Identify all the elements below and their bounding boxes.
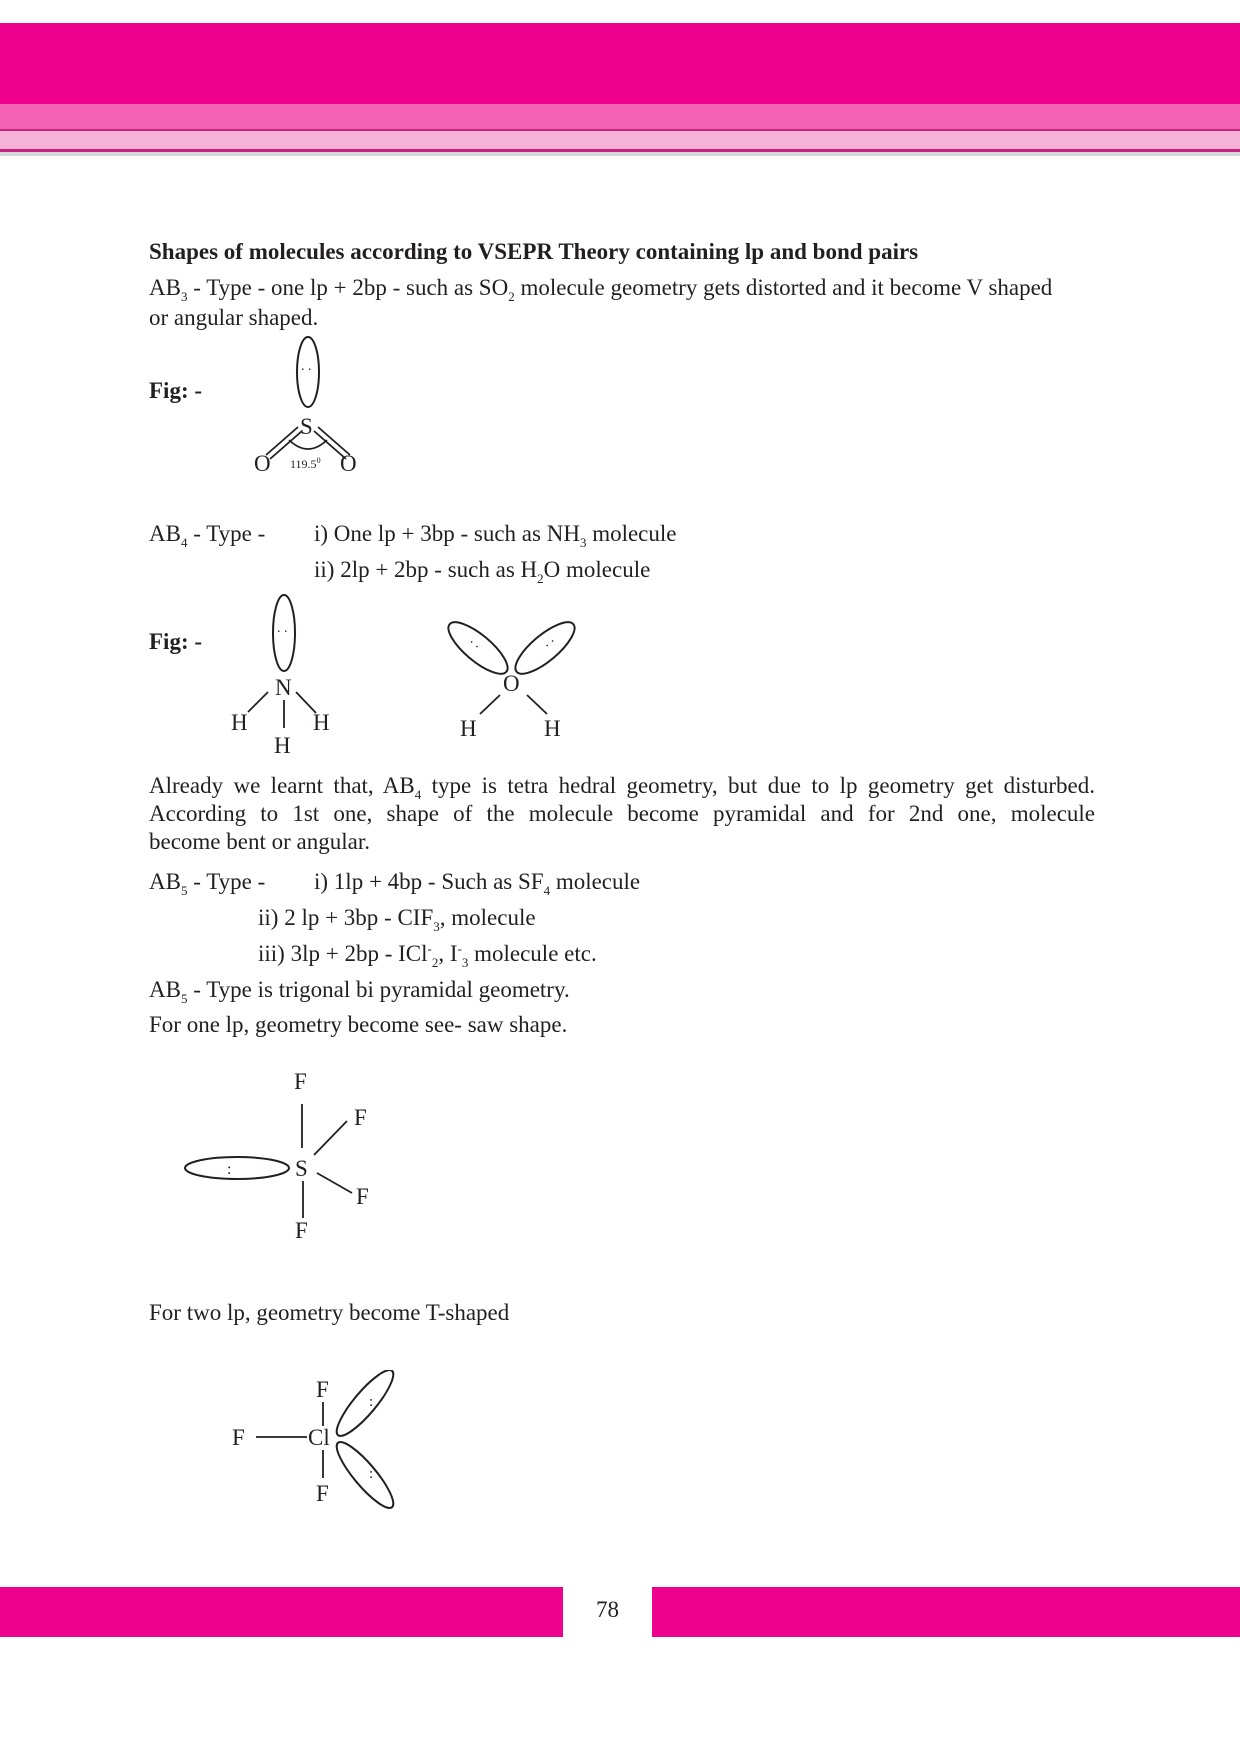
- bond-angle-arc: [289, 440, 327, 449]
- bond: [317, 1173, 352, 1193]
- atom-sulfur: S: [300, 414, 313, 439]
- page-number: 78: [596, 1597, 619, 1622]
- paragraph-line: [149, 772, 1095, 800]
- ab5-item-iii: [258, 940, 597, 968]
- atom-fluorine-bottom: F: [295, 1218, 308, 1243]
- ab5-geometry-line: [149, 976, 570, 1004]
- explanation-paragraph: [149, 772, 1095, 856]
- lone-pair-orbital: [330, 1436, 401, 1514]
- lone-pair-dots: . .: [467, 632, 485, 652]
- ab3-line: [149, 274, 1052, 302]
- double-bond-left: [266, 427, 298, 455]
- lone-pair-dots: . .: [539, 631, 557, 651]
- text: - Type -: [187, 869, 266, 894]
- text: - Type is trigonal bi pyramidal geometry.: [187, 977, 570, 1002]
- fig-label: Fig: -: [149, 629, 203, 654]
- so2-structure-figure: [240, 330, 380, 480]
- text: molecule: [550, 869, 641, 894]
- atom-oxygen-left: O: [254, 451, 271, 476]
- sf4-structure-figure: [180, 1064, 400, 1244]
- text: AB: [149, 977, 181, 1002]
- atom-fluorine-upper-right: F: [354, 1105, 367, 1130]
- atom-fluorine-left: F: [232, 1425, 245, 1450]
- text: AB: [149, 869, 181, 894]
- superscript: -: [427, 941, 432, 956]
- section-heading: Shapes of molecules according to VSEPR Theory containing lp and bond pairs: [149, 239, 919, 264]
- nh3-structure-figure: [220, 588, 350, 758]
- text: ii) 2 lp + 3bp - CIF: [258, 905, 434, 930]
- subscript: 3: [579, 535, 587, 550]
- atom-hydrogen: H: [274, 733, 291, 758]
- text: ii) 2lp + 2bp - such as H: [314, 557, 538, 582]
- text: O molecule: [543, 557, 651, 582]
- atom-hydrogen: H: [313, 710, 330, 735]
- lone-pair-dots: . .: [301, 359, 312, 374]
- subscript: 4: [180, 535, 188, 550]
- lone-pair-dots: :: [369, 1466, 374, 1482]
- text: i) One lp + 3bp - such as NH: [314, 521, 580, 546]
- text: molecule geometry gets distorted and it become V shaped: [514, 275, 1053, 300]
- subscript: 2: [537, 571, 544, 586]
- atom-nitrogen: N: [275, 675, 292, 700]
- text: Already we learnt that, AB: [149, 773, 415, 798]
- subscript: 3: [433, 919, 440, 934]
- lone-pair-orbital: [330, 1370, 401, 1442]
- text: - Type - one lp + 2bp - such as SO: [187, 275, 509, 300]
- bond: [314, 1121, 347, 1155]
- footer-band-left: [0, 1587, 563, 1637]
- subscript: 4: [414, 787, 422, 802]
- atom-hydrogen: H: [231, 710, 248, 735]
- text: , molecule: [439, 905, 536, 930]
- atom-oxygen: O: [503, 671, 520, 696]
- subscript: 3: [180, 289, 188, 304]
- subscript: 5: [180, 883, 188, 898]
- header-band: [0, 23, 1240, 104]
- lone-pair-dots: :: [369, 1394, 374, 1410]
- atom-hydrogen: H: [544, 716, 561, 741]
- bond: [248, 692, 268, 712]
- header-band-secondary: [0, 104, 1240, 129]
- atom-fluorine-bottom: F: [316, 1481, 329, 1506]
- atom-fluorine-lower-right: F: [356, 1184, 369, 1209]
- paragraph-line: According to 1st one, shape of the molecule become pyramidal and for 2nd one, molecule: [149, 801, 1095, 826]
- double-bond-left: [270, 431, 302, 459]
- superscript: -: [457, 941, 462, 956]
- lone-pair-dots: :: [227, 1161, 232, 1178]
- header-shadow: [0, 152, 1240, 156]
- lone-pair-dots: . .: [277, 621, 288, 636]
- see-saw-line: For one lp, geometry become see- saw shape.: [149, 1012, 568, 1037]
- atom-oxygen-right: O: [340, 451, 357, 476]
- subscript: 3: [461, 955, 469, 970]
- ab4-item-i: [314, 520, 676, 548]
- text: molecule: [586, 521, 677, 546]
- bond: [480, 695, 500, 714]
- text: AB: [149, 521, 181, 546]
- lone-pair-orbital: [185, 1157, 289, 1179]
- text: type is tetra hedral geometry, but due to lp geometry get disturbed.: [421, 773, 1096, 798]
- atom-fluorine-top: F: [294, 1069, 307, 1094]
- header-band-light: [0, 131, 1240, 149]
- footer-band-right: [652, 1587, 1240, 1637]
- clf3-structure-figure: [220, 1370, 420, 1520]
- ab5-item-ii: [258, 904, 536, 932]
- text: - Type -: [187, 521, 266, 546]
- subscript: 2: [508, 289, 515, 304]
- text: i) 1lp + 4bp - Such as SF: [314, 869, 544, 894]
- ab4-item-ii: [314, 556, 650, 584]
- subscript: 5: [180, 991, 188, 1006]
- ab5-type-label: [149, 868, 265, 896]
- fig-label: Fig: -: [149, 378, 203, 403]
- bond-angle-label: 119.5$^0$: [290, 456, 321, 471]
- bond: [527, 695, 547, 714]
- atom-chlorine: Cl: [308, 1425, 330, 1450]
- subscript: 4: [543, 883, 551, 898]
- text: AB: [149, 275, 181, 300]
- ab5-item-i: [314, 868, 640, 896]
- h2o-structure-figure: [440, 610, 590, 750]
- t-shaped-line: For two lp, geometry become T-shaped: [149, 1300, 510, 1325]
- text: molecule etc.: [468, 941, 597, 966]
- text: , I: [438, 941, 458, 966]
- atom-sulfur: S: [295, 1156, 308, 1181]
- subscript: 2: [431, 955, 439, 970]
- paragraph-line: become bent or angular.: [149, 829, 370, 854]
- ab4-type-label: [149, 520, 265, 548]
- atom-fluorine-top: F: [316, 1377, 329, 1402]
- atom-hydrogen: H: [460, 716, 477, 741]
- ab3-line-2: or angular shaped.: [149, 305, 319, 330]
- text: iii) 3lp + 2bp - ICl: [258, 941, 428, 966]
